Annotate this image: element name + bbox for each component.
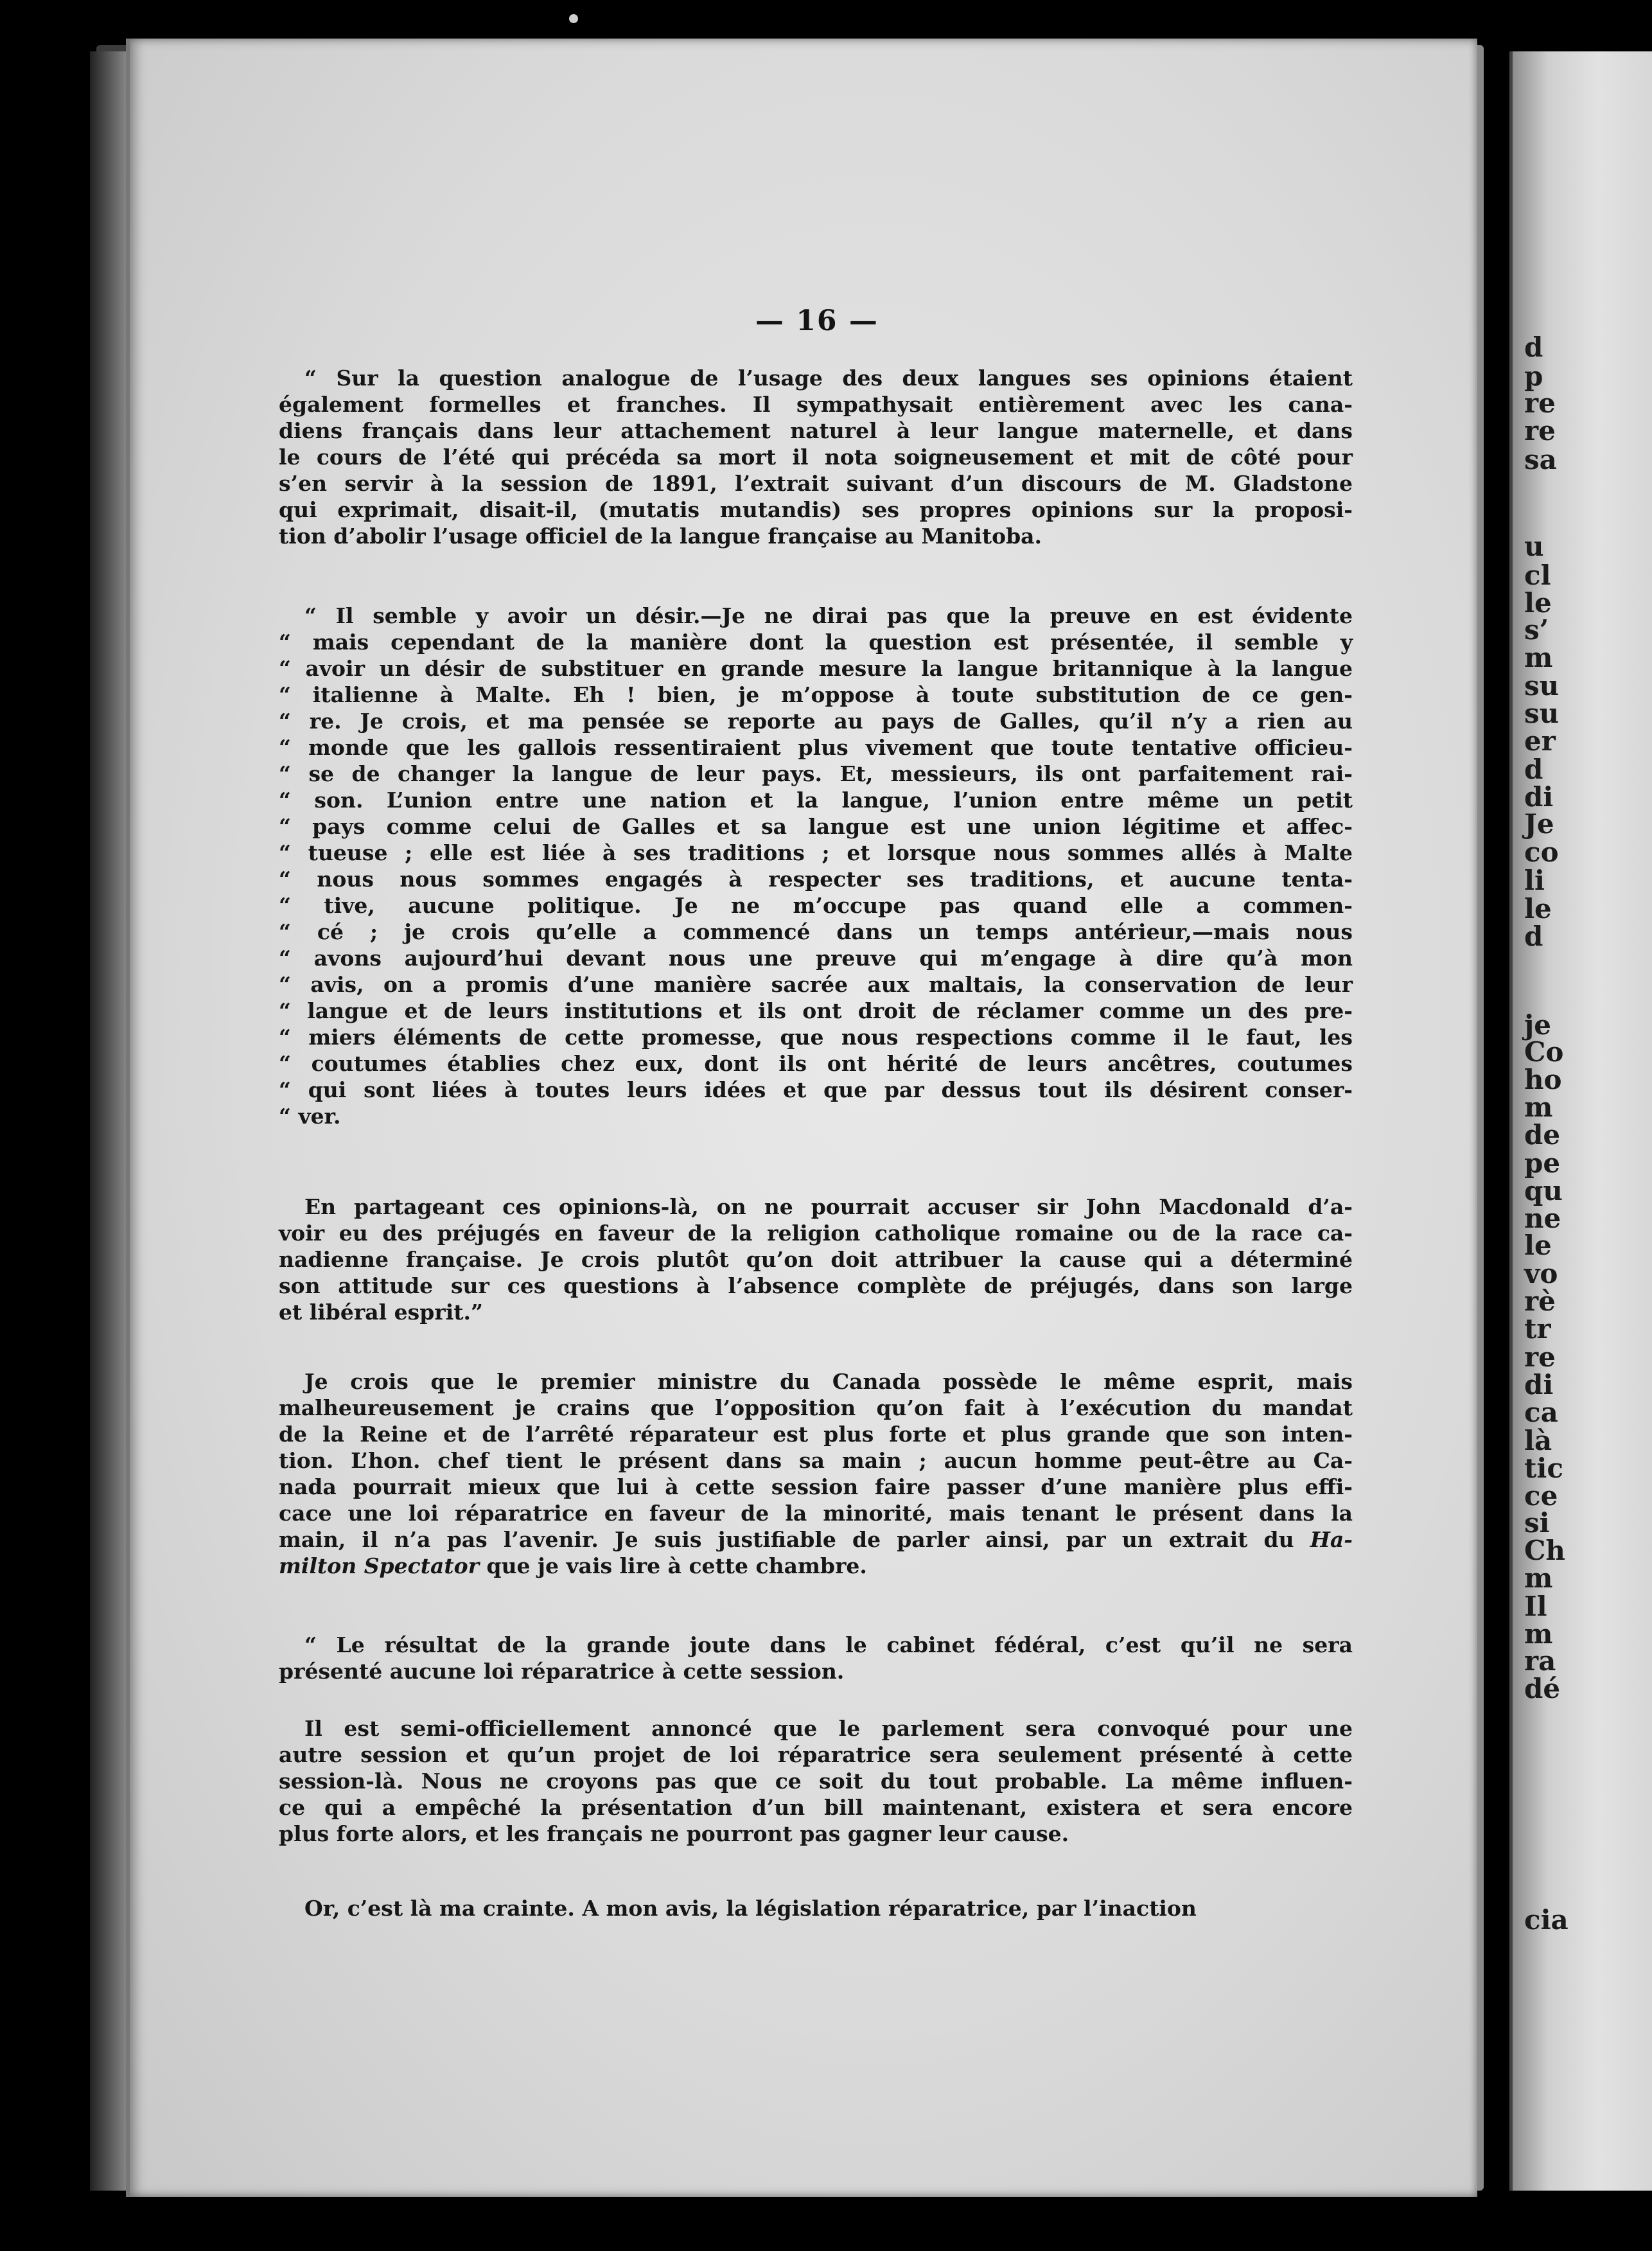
text-line: et libéral esprit.”	[279, 1300, 483, 1325]
adjacent-page-fragment: di	[1524, 781, 1554, 813]
adjacent-page-fragment: tic	[1524, 1452, 1563, 1484]
text-line: de la Reine et de l’arrêté réparateur est plus forte et plus grande que son inten-	[279, 1422, 1353, 1447]
adjacent-page-fragment: m	[1524, 1562, 1553, 1594]
text-line: tion. L’hon. chef tient le présent dans sa main ; aucun homme peut-être au Ca-	[279, 1448, 1353, 1473]
adjacent-page-fragment: m	[1524, 1618, 1553, 1650]
adjacent-page-fragment: p	[1524, 360, 1543, 392]
adjacent-page-fragment: ra	[1524, 1645, 1556, 1677]
text-line: ce qui a empêché la présentation d’un bill maintenant, existera et sera encore	[279, 1795, 1353, 1820]
text-line: diens français dans leur attachement naturel à leur langue maternelle, et dans	[279, 418, 1353, 443]
adjacent-page-fragment: su	[1524, 698, 1560, 729]
text-line: s’en servir à la session de 1891, l’extrait suivant d’un discours de M. Gladstone	[279, 471, 1353, 496]
paragraph-p4	[279, 1368, 1353, 1579]
adjacent-page-fragment: m	[1524, 642, 1553, 673]
adjacent-page-fragment: de	[1524, 1119, 1561, 1151]
scan-dust-speck	[569, 14, 578, 23]
adjacent-page-fragment: qu	[1524, 1175, 1563, 1206]
paragraph-p7	[279, 1895, 1353, 1921]
adjacent-page-fragment: re	[1524, 415, 1556, 446]
text-line: “ miers éléments de cette promesse, que nous respections comme il le faut, les	[279, 1025, 1353, 1050]
text-line: cace une loi réparatrice en faveur de la minorité, mais tenant le présent dans la	[279, 1501, 1353, 1526]
text-line: “ avons aujourd’hui devant nous une preuve qui m’engage à dire qu’à mon	[279, 946, 1353, 971]
paragraph-p3	[279, 1194, 1353, 1325]
adjacent-page-fragment: ce	[1524, 1480, 1558, 1512]
paragraph-p6	[279, 1715, 1353, 1847]
text-line: “ avis, on a promis d’une manière sacrée aux maltais, la conservation de leur	[279, 972, 1353, 997]
text-line: nada pourrait mieux que lui à cette session faire passer d’une manière plus effi-	[279, 1474, 1353, 1499]
adjacent-page-fragment: cl	[1524, 560, 1551, 591]
paragraph-p5	[279, 1632, 1353, 1684]
adjacent-page-fragment: tr	[1524, 1313, 1551, 1345]
text-line: “ cé ; je crois qu’elle a commencé dans un temps antérieur,—mais nous	[279, 919, 1353, 944]
text-line: “ Sur la question analogue de l’usage des deux langues ses opinions étaient	[304, 366, 1353, 391]
text-line: “ Le résultat de la grande joute dans le cabinet fédéral, c’est qu’il ne sera	[304, 1632, 1353, 1657]
text-line: voir eu des préjugés en faveur de la religion catholique romaine ou de la race ca-	[279, 1221, 1353, 1246]
text-line: malheureusement je crains que l’opposition qu’on fait à l’exécution du mandat	[279, 1395, 1353, 1420]
text-line: “ monde que les gallois ressentiraient plus vivement que toute tentative officieu-	[279, 735, 1353, 760]
adjacent-page-fragment: le	[1524, 587, 1552, 619]
adjacent-page-fragment: le	[1524, 1230, 1552, 1261]
adjacent-page-fragment: s’	[1524, 614, 1549, 646]
adjacent-page-fragment: Je	[1524, 808, 1554, 840]
text-line: “ son. L’union entre une nation et la langue, l’union entre même un petit	[279, 788, 1353, 813]
text-line: “ qui sont liées à toutes leurs idées et que par dessus tout ils désirent conser-	[279, 1077, 1353, 1102]
adjacent-page-fragment: vo	[1524, 1258, 1558, 1289]
text-line: autre session et qu’un projet de loi réparatrice sera seulement présenté à cette	[279, 1742, 1353, 1767]
adjacent-page-fragment: cia	[1524, 1904, 1569, 1936]
text-line: “ coutumes établies chez eux, dont ils ont hérité de leurs ancêtres, coutumes	[279, 1051, 1353, 1076]
text-line: “ Il semble y avoir un désir.—Je ne dirai pas que la preuve en est évidente	[304, 603, 1353, 628]
adjacent-page-fragment: sa	[1524, 444, 1557, 475]
text-line: qui exprimait, disait-il, (mutatis mutandis) ses propres opinions sur la proposi-	[279, 497, 1353, 522]
text-line: “ avoir un désir de substituer en grande mesure la langue britannique à la langue	[279, 656, 1353, 681]
adjacent-page-fragment: di	[1524, 1369, 1554, 1400]
adjacent-page-fragment: Co	[1524, 1036, 1564, 1068]
adjacent-page-fragment: ca	[1524, 1397, 1558, 1428]
adjacent-page-fragment: Il	[1524, 1591, 1547, 1622]
adjacent-page-fragment: Ch	[1524, 1535, 1565, 1566]
text-line: “ tueuse ; elle est liée à ses traditions ; et lorsque nous sommes allés à Malte	[279, 840, 1353, 865]
text-line: “ ver.	[279, 1104, 341, 1129]
adjacent-page-fragment: su	[1524, 670, 1560, 702]
text-line: son attitude sur ces questions à l’absence complète de préjugés, dans son large	[279, 1273, 1353, 1298]
adjacent-page-fragment: d	[1524, 754, 1543, 785]
text-line: présenté aucune loi réparatrice à cette session.	[279, 1659, 845, 1684]
text-line: “ re. Je crois, et ma pensée se reporte au pays de Galles, qu’il n’y a rien au	[279, 709, 1353, 734]
adjacent-page-fragment: li	[1524, 865, 1545, 896]
adjacent-page-fragment: là	[1524, 1425, 1552, 1456]
text-line: Il est semi-officiellement annoncé que le parlement sera convoqué pour une	[304, 1716, 1353, 1741]
text-line: “ italienne à Malte. Eh ! bien, je m’oppose à toute substitution de ce gen-	[279, 682, 1353, 707]
text-line: plus forte alors, et les français ne pourront pas gagner leur cause.	[279, 1821, 1069, 1846]
text-line: Or, c’est là ma crainte. A mon avis, la législation réparatrice, par l’inaction	[304, 1896, 1197, 1921]
text-line: “ tive, aucune politique. Je ne m’occupe pas quand elle a commen-	[279, 893, 1353, 918]
book-spine-shadow	[90, 51, 127, 2191]
text-line: tion d’abolir l’usage officiel de la langue française au Manitoba.	[279, 524, 1042, 549]
text-line: “ pays comme celui de Galles et sa langue est une union légitime et affec-	[279, 814, 1353, 839]
text-line: nadienne française. Je crois plutôt qu’on doit attribuer la cause qui a déterminé	[279, 1247, 1353, 1272]
adjacent-page-fragment: dé	[1524, 1673, 1561, 1704]
adjacent-page-fragment: u	[1524, 531, 1544, 562]
paragraph-p1	[279, 365, 1353, 549]
text-line: main, il n’a pas l’avenir. Je suis justifiable de parler ainsi, par un extrait du Ha-	[279, 1527, 1353, 1552]
adjacent-page-fragment: je	[1524, 1009, 1551, 1041]
text-line: Je crois que le premier ministre du Canada possède le même esprit, mais	[304, 1369, 1353, 1394]
adjacent-page-fragment: re	[1524, 387, 1556, 419]
adjacent-page-fragment: pe	[1524, 1147, 1561, 1179]
adjacent-page-fragment: si	[1524, 1507, 1550, 1539]
text-line: En partageant ces opinions-là, on ne pourrait accuser sir John Macdonald d’a-	[304, 1194, 1353, 1219]
adjacent-page-fragment: ne	[1524, 1203, 1561, 1234]
adjacent-page-fragment: ho	[1524, 1064, 1562, 1095]
text-line: “ se de changer la langue de leur pays. Et, messieurs, ils ont parfaitement rai-	[279, 761, 1353, 786]
text-line: le cours de l’été qui précéda sa mort il nota soigneusement et mit de côté pour	[279, 445, 1353, 470]
text-line: “ langue et de leurs institutions et ils ont droit de réclamer comme un des pre-	[279, 998, 1353, 1023]
text-line: également formelles et franches. Il sympathysait entièrement avec les cana-	[279, 392, 1353, 417]
adjacent-page-fragment: le	[1524, 893, 1552, 924]
adjacent-page-fragment: d	[1524, 921, 1543, 952]
adjacent-page-fragment: m	[1524, 1091, 1553, 1123]
adjacent-page-fragment: co	[1524, 836, 1559, 868]
adjacent-page-fragment: er	[1524, 725, 1556, 757]
adjacent-page-fragment: rè	[1524, 1285, 1556, 1317]
adjacent-page-fragment: d	[1524, 331, 1543, 363]
paragraph-p2	[279, 603, 1353, 1129]
page-number: — 16 —	[755, 305, 879, 337]
text-line: session-là. Nous ne croyons pas que ce soit du tout probable. La même influen-	[279, 1769, 1353, 1794]
adjacent-page-fragment: re	[1524, 1341, 1556, 1373]
adjacent-page-edge	[1509, 51, 1652, 2191]
text-line: milton Spectator que je vais lire à cette chambre.	[279, 1553, 867, 1578]
text-line: “ mais cependant de la manière dont la question est présentée, il semble y	[279, 630, 1353, 655]
text-line: “ nous nous sommes engagés à respecter ses traditions, et aucune tenta-	[279, 867, 1353, 892]
